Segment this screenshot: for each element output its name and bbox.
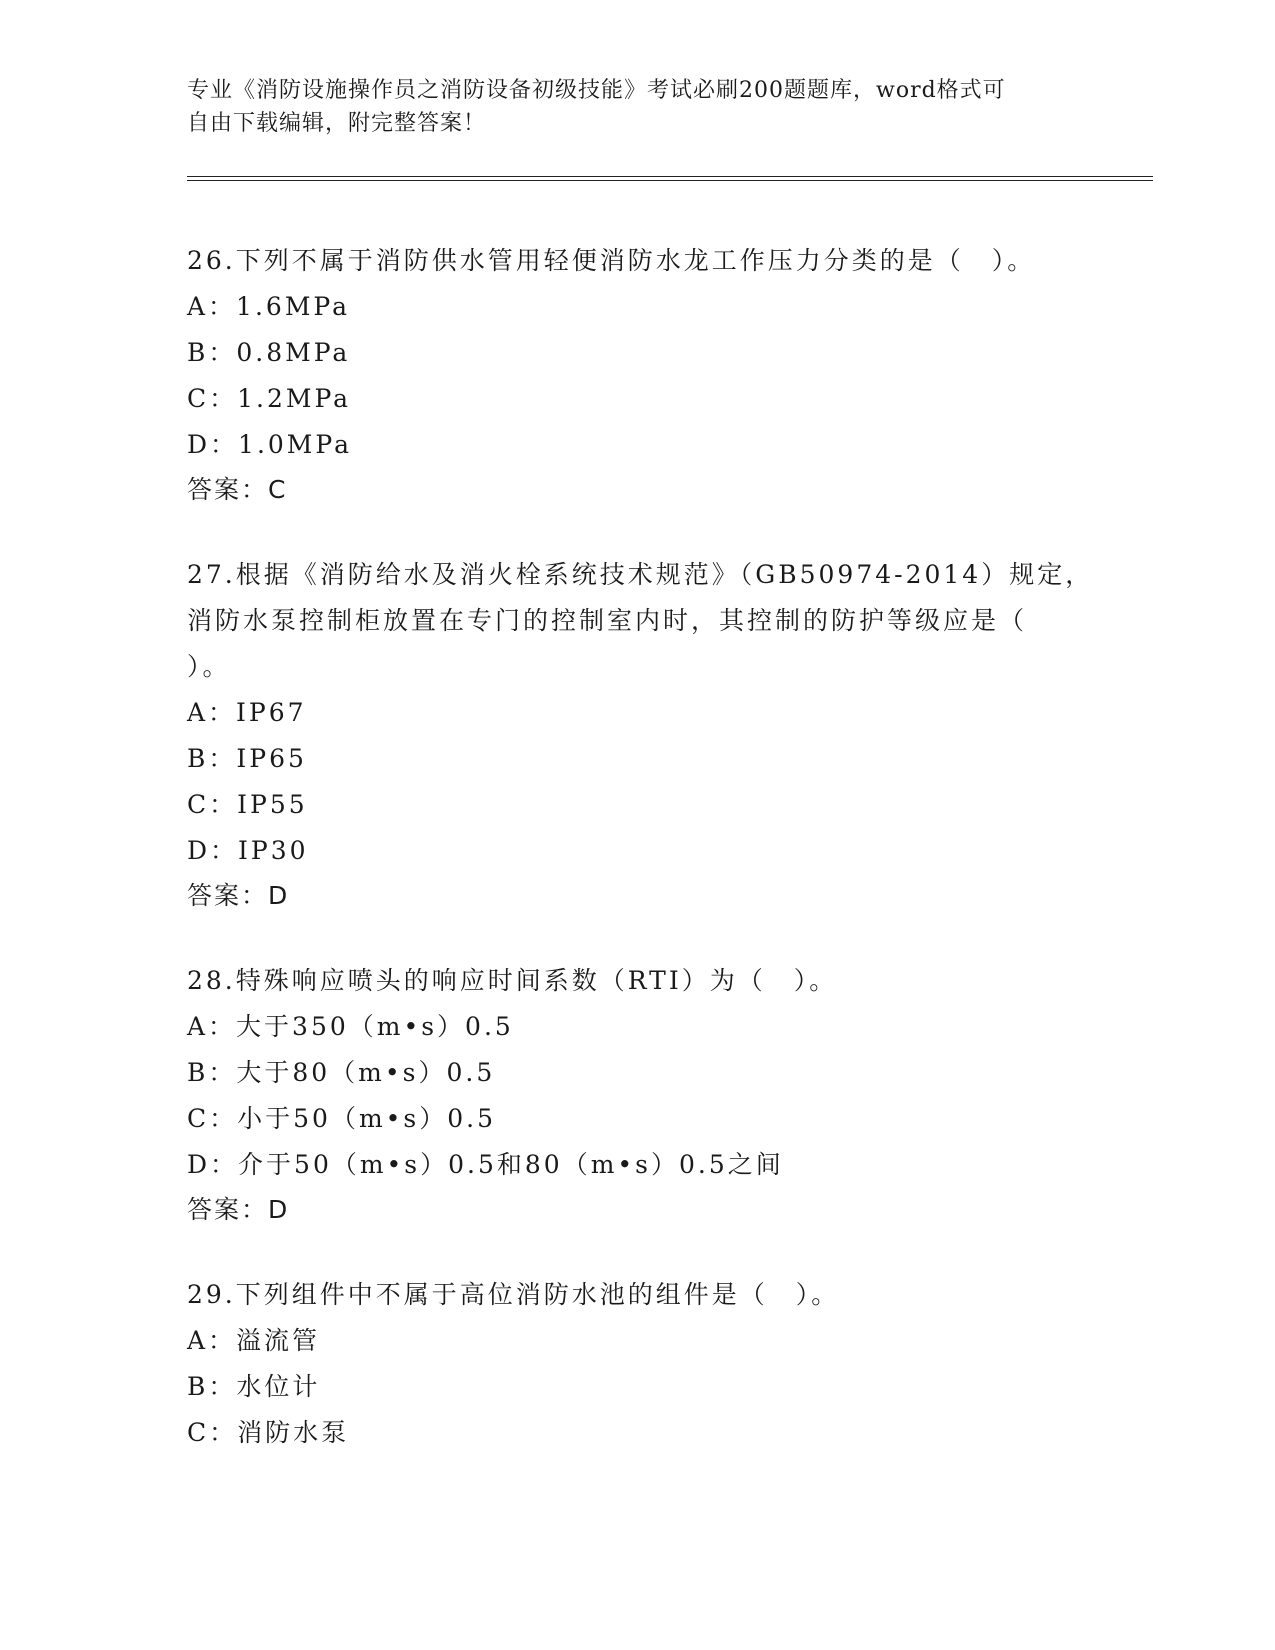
question-29: [187, 1272, 1087, 1456]
option-c: C：消防水泵: [187, 1418, 350, 1447]
document-header: [187, 74, 1067, 140]
option-b: B：0.8MPa: [187, 338, 351, 367]
answer-line: 答案：D: [187, 1195, 290, 1224]
question-list: [187, 238, 1094, 1496]
question-stem: 28.特殊响应喷头的响应时间系数（RTI）为（ ）。: [187, 966, 838, 995]
option-c: C：IP55: [187, 790, 308, 819]
option-d: D：1.0MPa: [187, 430, 353, 459]
answer-line: 答案：D: [187, 881, 290, 910]
option-a: A：1.6MPa: [187, 292, 351, 321]
header-divider: [187, 176, 1153, 181]
option-a: A：溢流管: [187, 1326, 321, 1355]
option-b: B：水位计: [187, 1372, 321, 1401]
option-d: D：介于50（m•s）0.5和80（m•s）0.5之间: [187, 1150, 784, 1179]
header-line: 自由下载编辑，附完整答案！: [187, 111, 487, 136]
option-b: B：大于80（m•s）0.5: [187, 1058, 496, 1087]
option-a: A：大于350（m•s）0.5: [187, 1012, 514, 1041]
question-stem: 27.根据《消防给水及消火栓系统技术规范》（GB50974-2014）规定，: [187, 560, 1094, 589]
question-28: [187, 958, 1087, 1232]
question-stem: 26.下列不属于消防供水管用轻便消防水龙工作压力分类的是（ ）。: [187, 246, 1036, 275]
option-c: C：小于50（m•s）0.5: [187, 1104, 496, 1133]
question-stem: ）。: [187, 652, 231, 681]
question-stem: 消防水泵控制柜放置在专门的控制室内时，其控制的防护等级应是（: [187, 606, 1028, 635]
header-line: 专业《消防设施操作员之消防设备初级技能》考试必刷200题题库，word格式可: [187, 78, 1006, 103]
answer-line: 答案：C: [187, 475, 288, 504]
option-a: A：IP67: [187, 698, 307, 727]
option-d: D：IP30: [187, 836, 309, 865]
question-26: [187, 238, 1087, 512]
question-stem: 29.下列组件中不属于高位消防水池的组件是（ ）。: [187, 1280, 840, 1309]
option-c: C：1.2MPa: [187, 384, 352, 413]
question-27: [187, 552, 1094, 918]
option-b: B：IP65: [187, 744, 307, 773]
